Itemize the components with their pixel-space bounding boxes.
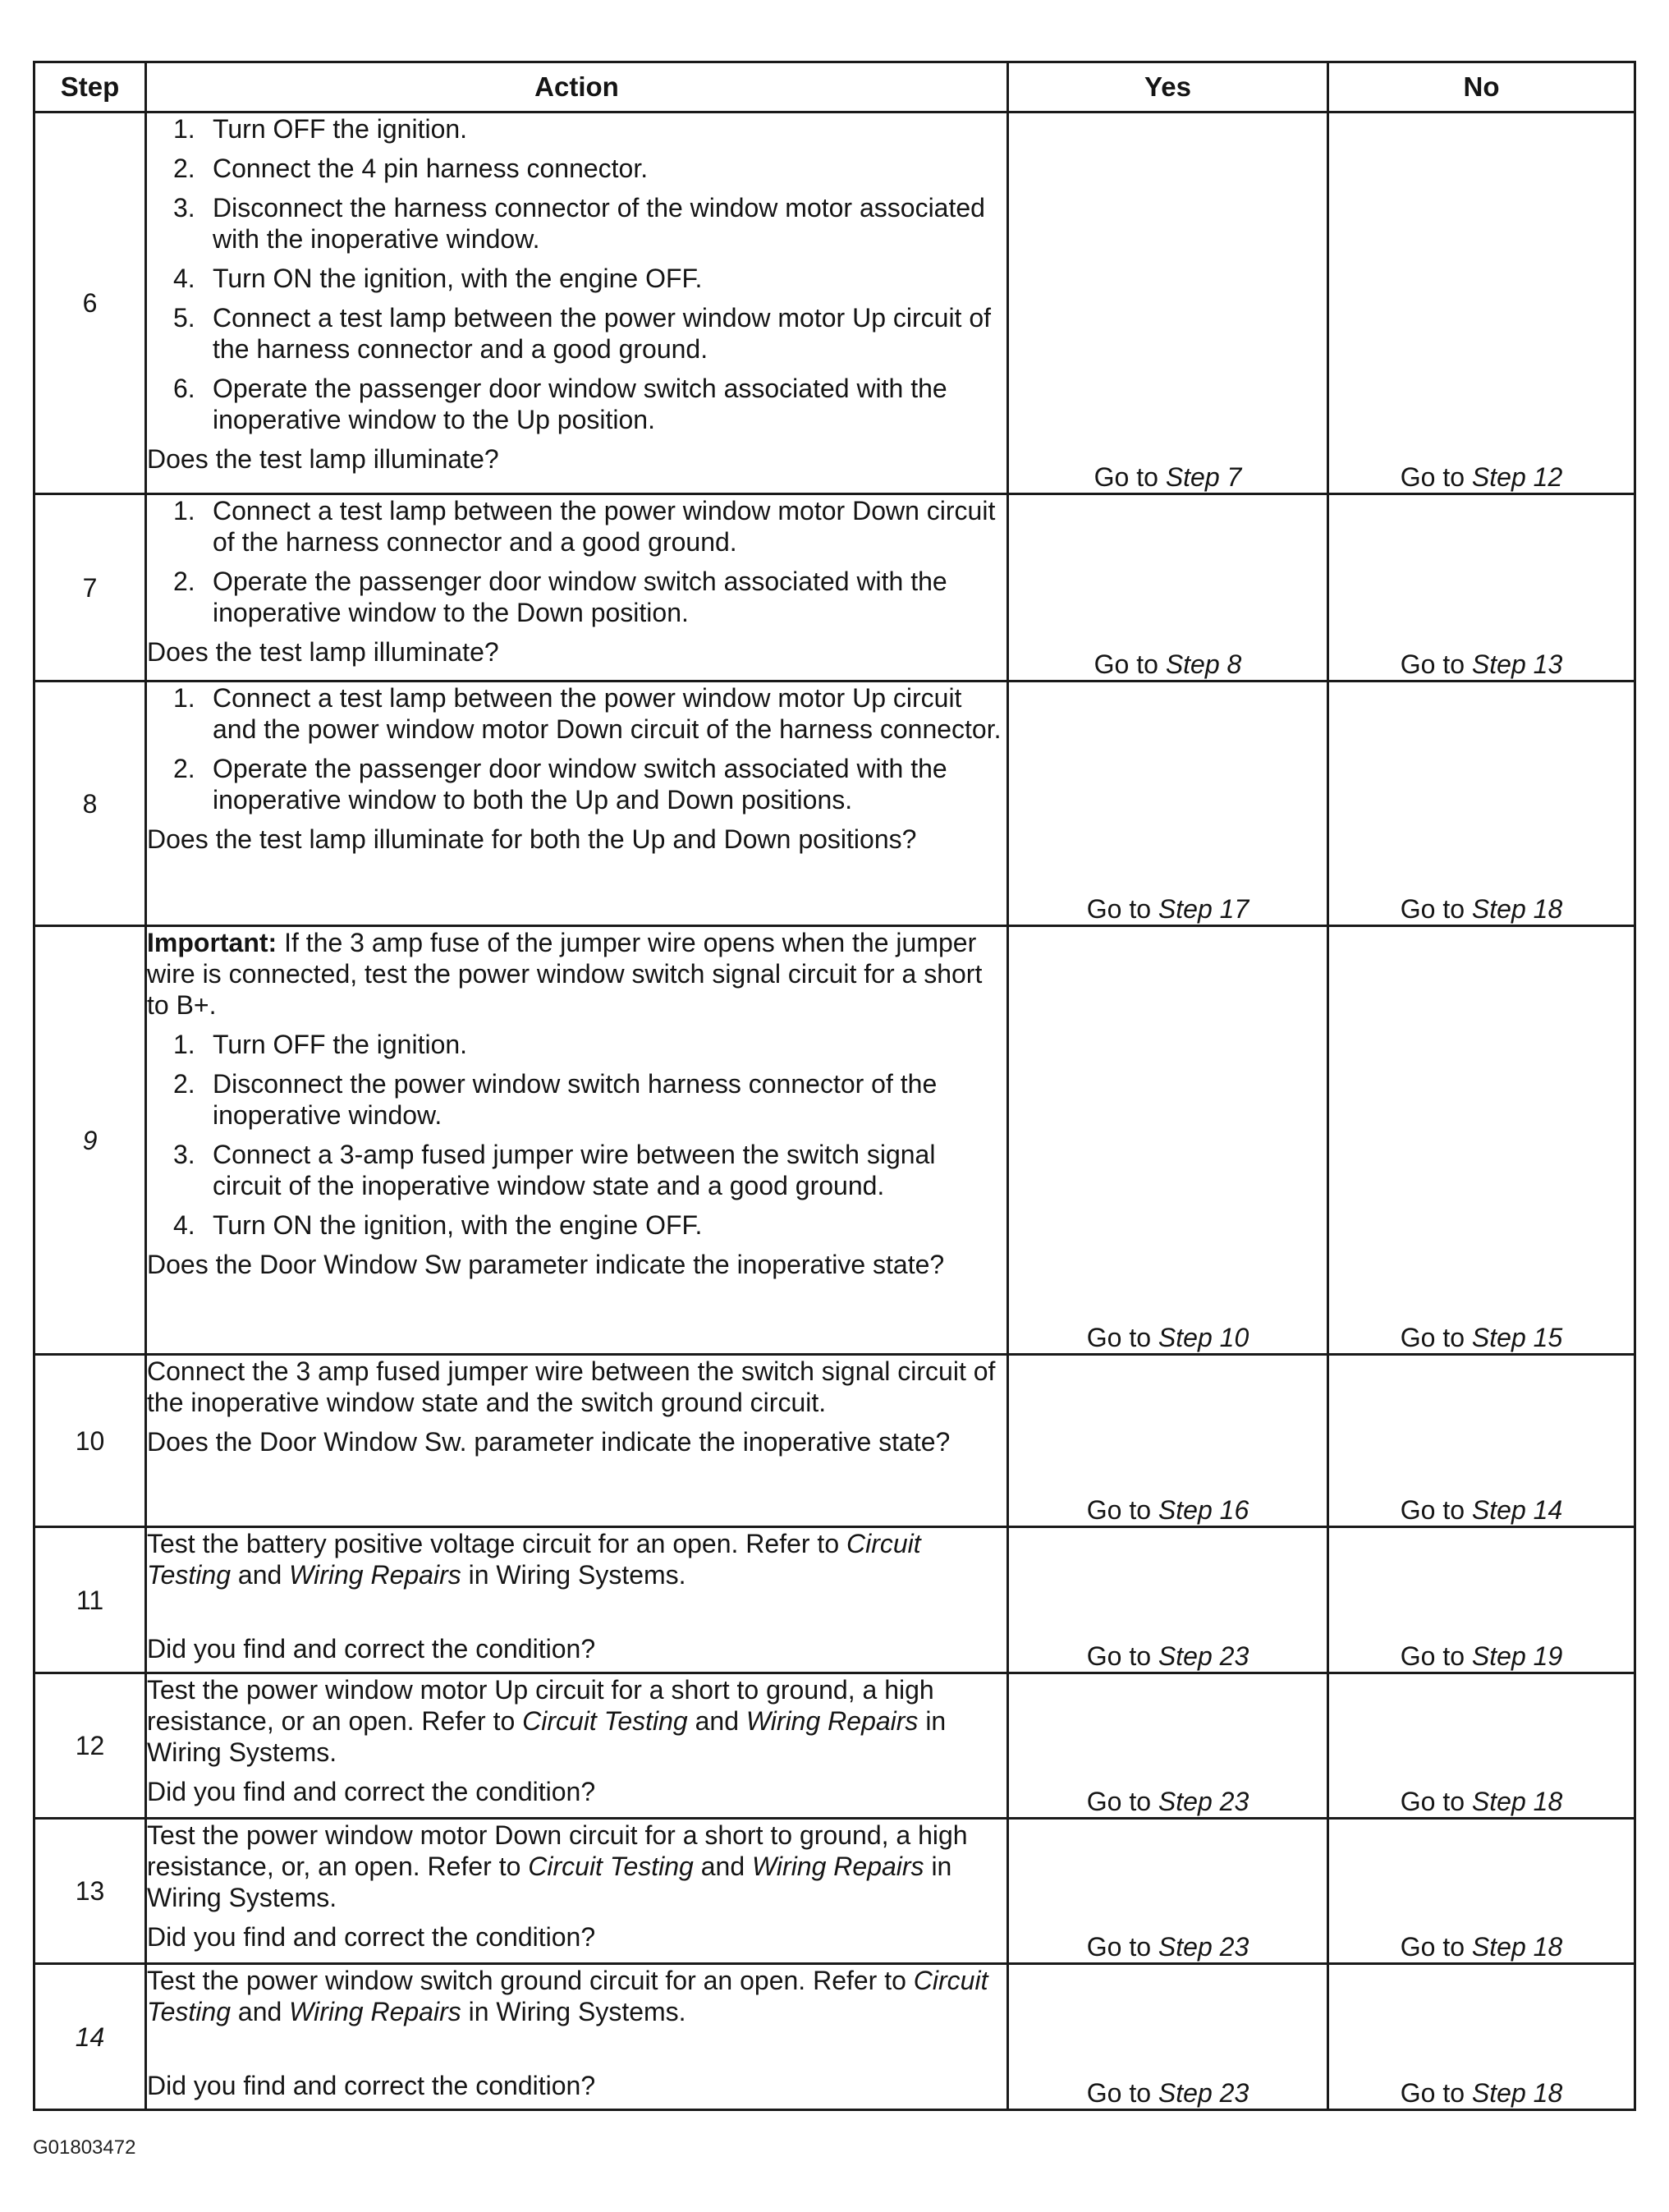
table-row [34,1355,1635,1527]
yes-step-link[interactable]: Step 23 [1158,1932,1249,1962]
step-question: Did you find and correct the condition? [147,1634,596,1664]
step-question: Did you find and correct the condition? [147,1777,596,1806]
step-instruction: Test the power window motor Down circuit for a short to ground, a high resistance, or, an open. Refer to Circuit Testing and Wiring Repairs in Wiring Systems. [147,1820,968,1912]
substep: 4. Turn ON the ignition, with the engine OFF. [173,264,703,293]
yes-result[interactable]: Go to Step 8 [1008,494,1328,681]
header-step: Step [34,62,146,112]
substep: 2. Connect the 4 pin harness connector. [173,154,649,183]
step-question: Did you find and correct the condition? [147,1922,596,1952]
yes-step-link[interactable]: Step 7 [1165,462,1242,492]
substep: 2. Operate the passenger door window switch associated with the inoperative window to both the Up and Down positions. [173,754,947,815]
substep-list [147,495,1006,628]
table-row [34,112,1635,494]
no-result[interactable]: Go to Step 18 [1328,1819,1635,1964]
no-result[interactable]: Go to Step 18 [1328,1964,1635,2110]
important-label: Important: [147,928,277,957]
step-number: 14 [34,1964,146,2110]
step-instruction: Connect the 3 amp fused jumper wire between the switch signal circuit of the inoperative window state and the switch ground circuit. [147,1356,996,1417]
no-step-link[interactable]: Step 12 [1471,462,1563,492]
table-row [34,494,1635,681]
yes-step-link[interactable]: Step 10 [1158,1323,1249,1352]
step-number: 11 [34,1527,146,1673]
yes-result[interactable]: Go to Step 16 [1008,1355,1328,1527]
circuit-testing-ref[interactable]: Circuit Testing [147,1529,921,1590]
substep: 3. Connect a 3-amp fused jumper wire between the switch signal circuit of the inoperative window state and a good ground. [173,1140,936,1200]
circuit-testing-ref[interactable]: Circuit Testing [528,1852,694,1881]
yes-step-link[interactable]: Step 23 [1158,1787,1249,1816]
step-number: 6 [34,112,146,494]
table-row [34,681,1635,926]
no-result[interactable]: Go to Step 19 [1328,1527,1635,1673]
step-instruction: Test the battery positive voltage circuit for an open. Refer to Circuit Testing and Wiring Repairs in Wiring Systems. [147,1529,921,1590]
substep-list [147,682,1006,815]
step-number: 9 [34,926,146,1355]
yes-result[interactable]: Go to Step 23 [1008,1964,1328,2110]
blank-spacer [147,2035,1006,2070]
wiring-repairs-ref[interactable]: Wiring Repairs [752,1852,924,1881]
action-cell [146,926,1008,1355]
figure-code: G01803472 [33,2136,136,2159]
no-step-link[interactable]: Step 18 [1471,2078,1563,2108]
substep: 1. Connect a test lamp between the power window motor Down circuit of the harness connector and a good ground. [173,496,996,557]
procedure-table-container [33,61,1634,2111]
no-result[interactable]: Go to Step 12 [1328,112,1635,494]
action-cell [146,1673,1008,1819]
circuit-testing-ref[interactable]: Circuit Testing [522,1706,688,1736]
table-row [34,1673,1635,1819]
substep: 2. Operate the passenger door window switch associated with the inoperative window to the Down position. [173,567,947,627]
step-question: Does the test lamp illuminate? [147,637,499,667]
wiring-repairs-ref[interactable]: Wiring Repairs [289,1997,461,2026]
step-question: Does the test lamp illuminate? [147,444,499,474]
substep: 6. Operate the passenger door window switch associated with the inoperative window to the Up position. [173,374,947,434]
substep: 3. Disconnect the harness connector of the window motor associated with the inoperative window. [173,193,985,254]
substep: 1. Turn OFF the ignition. [173,1030,468,1059]
step-instruction: Test the power window switch ground circuit for an open. Refer to Circuit Testing and Wiring Repairs in Wiring Systems. [147,1966,988,2026]
header-yes: Yes [1008,62,1328,112]
no-step-link[interactable]: Step 18 [1471,894,1563,924]
header-action: Action [146,62,1008,112]
substep: 4. Turn ON the ignition, with the engine OFF. [173,1210,703,1240]
diagnostic-steps-table [33,61,1636,2111]
header-no: No [1328,62,1635,112]
table-header-row [34,62,1635,112]
step-question: Does the Door Window Sw. parameter indicate the inoperative state? [147,1427,951,1457]
table-row [34,1527,1635,1673]
step-number: 12 [34,1673,146,1819]
no-step-link[interactable]: Step 15 [1471,1323,1563,1352]
yes-result[interactable]: Go to Step 23 [1008,1819,1328,1964]
step-question: Did you find and correct the condition? [147,2071,596,2100]
substep-list [147,1029,1006,1241]
no-result[interactable]: Go to Step 13 [1328,494,1635,681]
table-row [34,1964,1635,2110]
action-cell [146,681,1008,926]
action-cell [146,1819,1008,1964]
yes-step-link[interactable]: Step 8 [1165,649,1242,679]
wiring-repairs-ref[interactable]: Wiring Repairs [745,1706,919,1736]
substep: 5. Connect a test lamp between the power window motor Up circuit of the harness connector and a good ground. [173,303,992,364]
yes-step-link[interactable]: Step 16 [1158,1495,1249,1525]
step-question: Does the test lamp illuminate for both the Up and Down positions? [147,824,917,854]
action-cell [146,112,1008,494]
step-question: Does the Door Window Sw parameter indicate the inoperative state? [147,1250,945,1279]
step-number: 7 [34,494,146,681]
yes-step-link[interactable]: Step 23 [1158,2078,1249,2108]
no-step-link[interactable]: Step 14 [1471,1495,1563,1525]
no-result[interactable]: Go to Step 18 [1328,1673,1635,1819]
important-note: Important: If the 3 amp fuse of the jumper wire opens when the jumper wire is connected, test the power window switch signal circuit for a short to B+. [147,928,983,1020]
action-cell [146,1964,1008,2110]
substep-list [147,113,1006,435]
action-cell [146,1355,1008,1527]
step-number: 8 [34,681,146,926]
step-number: 13 [34,1819,146,1964]
action-cell [146,1527,1008,1673]
table-row [34,1819,1635,1964]
yes-step-link[interactable]: Step 23 [1158,1641,1249,1671]
substep: 1. Connect a test lamp between the power window motor Up circuit and the power window motor Down circuit of the harness connector. [173,683,1002,744]
substep: 2. Disconnect the power window switch harness connector of the inoperative window. [173,1069,938,1130]
blank-spacer [147,1599,1006,1633]
yes-result[interactable]: Go to Step 10 [1008,926,1328,1355]
yes-result[interactable]: Go to Step 7 [1008,112,1328,494]
substep: 1. Turn OFF the ignition. [173,114,468,144]
no-result[interactable]: Go to Step 15 [1328,926,1635,1355]
yes-step-link[interactable]: Step 17 [1158,894,1249,924]
no-step-link[interactable]: Step 18 [1471,1932,1563,1962]
table-row [34,926,1635,1355]
no-result[interactable]: Go to Step 18 [1328,681,1635,926]
action-cell [146,494,1008,681]
yes-result[interactable]: Go to Step 17 [1008,681,1328,926]
step-instruction: Test the power window motor Up circuit for a short to ground, a high resistance, or an open. Refer to Circuit Testing and Wiring Repairs in Wiring Systems. [147,1675,947,1767]
yes-result[interactable]: Go to Step 23 [1008,1527,1328,1673]
no-step-link[interactable]: Step 13 [1471,649,1563,679]
yes-result[interactable]: Go to Step 23 [1008,1673,1328,1819]
no-result[interactable]: Go to Step 14 [1328,1355,1635,1527]
circuit-testing-ref[interactable]: Circuit Testing [147,1966,988,2026]
step-number: 10 [34,1355,146,1527]
wiring-repairs-ref[interactable]: Wiring Repairs [289,1560,461,1590]
no-step-link[interactable]: Step 18 [1471,1787,1563,1816]
no-step-link[interactable]: Step 19 [1471,1641,1563,1671]
